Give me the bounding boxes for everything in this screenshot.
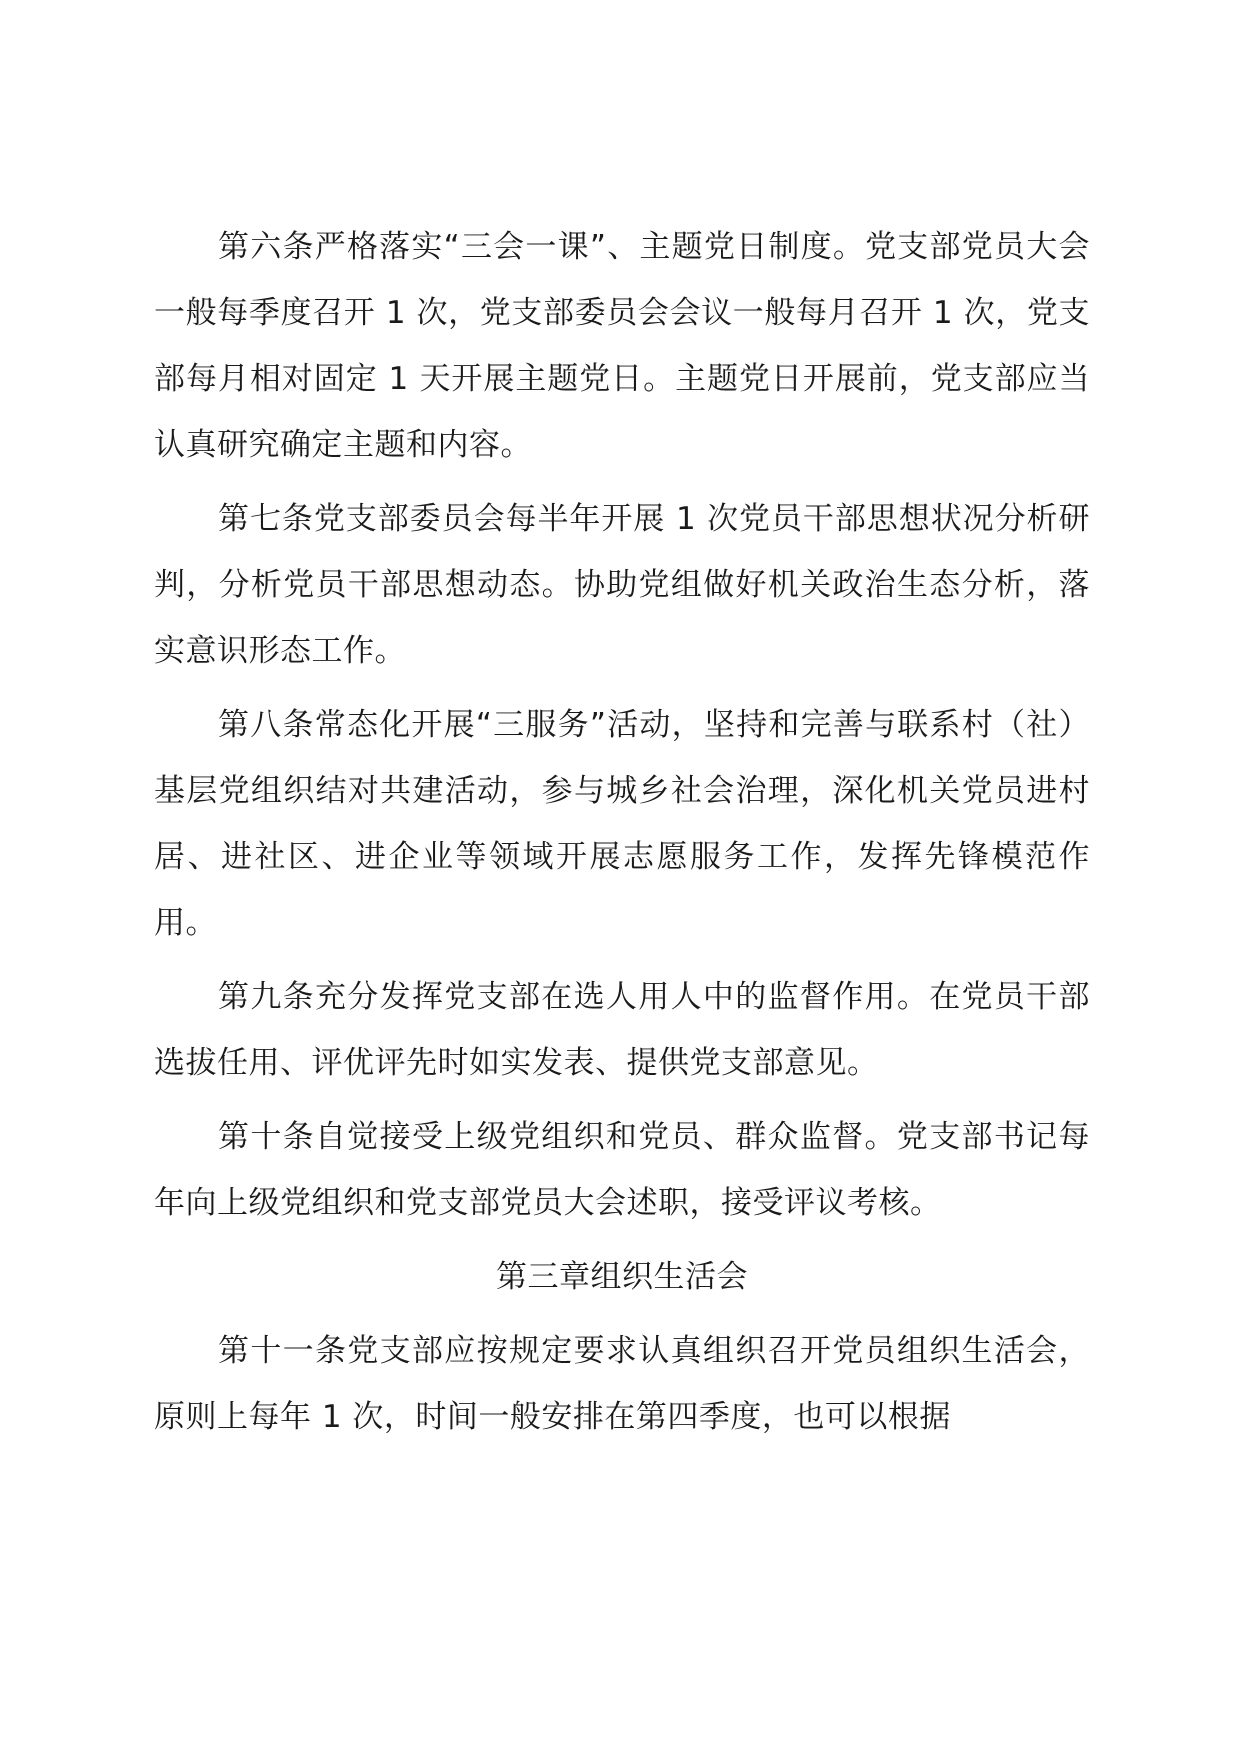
article-6-paragraph: 第六条严格落实“三会一课”、主题党日制度。党支部党员大会一般每季度召开 1 次，党支部委员会会议一般每月召开 1 次，党支部每月相对固定 1 天开展主题党日。主题党日开展前，党支部应当认真研究确定主题和内容。 [154,229,1090,463]
article-10-paragraph: 第十条自觉接受上级党组织和党员、群众监督。党支部书记每年向上级党组织和党支部党员大会述职，接受评议考核。 [154,1119,1090,1221]
document-body [154,214,1090,1450]
article-9-paragraph: 第九条充分发挥党支部在选人用人中的监督作用。在党员干部选拔任用、评优评先时如实发表、提供党支部意见。 [154,979,1090,1081]
chapter-heading: 第三章组织生活会 [496,1259,748,1295]
article-8-paragraph: 第八条常态化开展“三服务”活动，坚持和完善与联系村（社）基层党组织结对共建活动，参与城乡社会治理，深化机关党员进村居、进社区、进企业等领域开展志愿服务工作，发挥先锋模范作用。 [154,707,1090,941]
article-11-paragraph: 第十一条党支部应按规定要求认真组织召开党员组织生活会，原则上每年 1 次，时间一般安排在第四季度，也可以根据 [154,1333,1090,1435]
article-7-paragraph: 第七条党支部委员会每半年开展 1 次党员干部思想状况分析研判，分析党员干部思想动态。协助党组做好机关政治生态分析，落实意识形态工作。 [154,501,1090,669]
